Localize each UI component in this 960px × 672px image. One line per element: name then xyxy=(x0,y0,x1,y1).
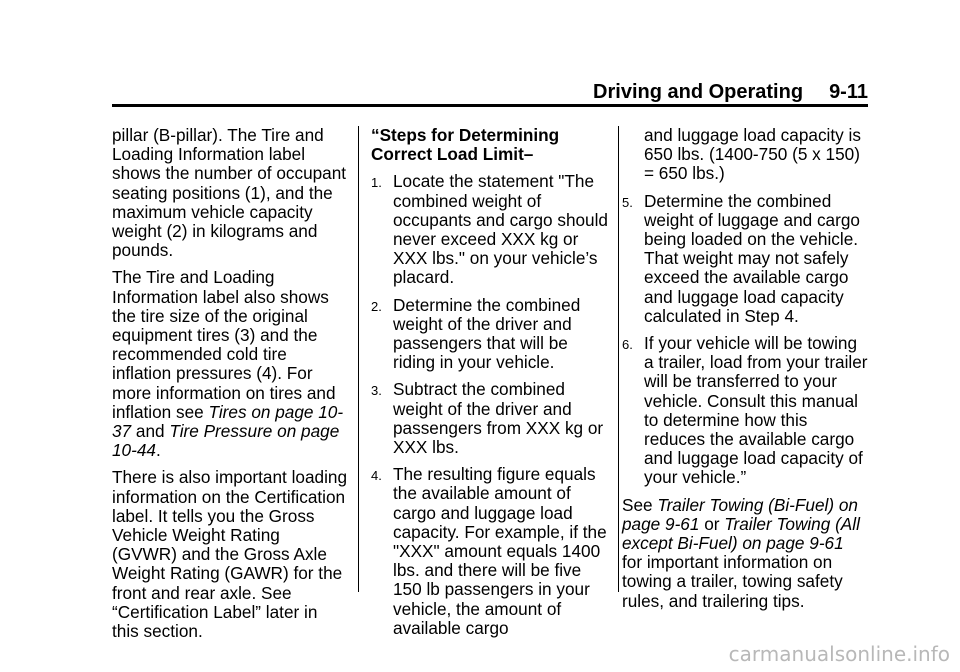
page-header xyxy=(112,80,868,104)
step-text: Determine the combined weight of the driver and passengers that will be riding in your vehicle. xyxy=(393,294,581,373)
column-2 xyxy=(371,126,611,646)
step-number: 3. xyxy=(371,383,382,399)
page-number: 9-11 xyxy=(829,81,868,103)
header-rule xyxy=(112,104,868,107)
step-item xyxy=(371,465,611,638)
period-text: . xyxy=(155,440,161,461)
step-number: 5. xyxy=(622,194,633,210)
paragraph-text: The Tire and Loading Information label also shows the tire size of the original equipment tires (3) and the recommended cold tire inflation pressures (4). For more information on tires and inflation see xyxy=(112,267,336,422)
column-1 xyxy=(112,126,348,649)
link-trailer-towing-all[interactable]: Trailer Towing (All except Bi-Fuel) on page 9-61 xyxy=(622,513,860,554)
link-trailer-towing-bifuel[interactable]: Trailer Towing (Bi-Fuel) on page 9-61 xyxy=(622,494,858,534)
step-continuation: and luggage load capacity is 650 lbs. (1400-750 (5 x 150) = 650 lbs.) xyxy=(644,125,861,184)
paragraph-tire-info xyxy=(112,268,348,460)
or-text: or xyxy=(699,513,725,534)
watermark: carmanualsonline.info xyxy=(728,642,950,666)
link-tire-pressure[interactable]: Tire Pressure on page 10-44 xyxy=(112,421,340,461)
step-number: 6. xyxy=(622,337,633,353)
step-item xyxy=(371,296,611,373)
step-item xyxy=(371,172,611,287)
step-text: Locate the statement "The combined weight of occupants and cargo should never exceed XXX kg or XXX lbs." on your vehicle’s placard. xyxy=(393,171,608,288)
step-text: Determine the combined weight of luggage and cargo being loaded on the vehicle. That weight may not safely exceed the available cargo and luggage load capacity calculated in Step 4. xyxy=(644,190,860,326)
column-divider-2 xyxy=(618,126,619,592)
column-3 xyxy=(622,126,868,619)
conjunction-text: and xyxy=(131,421,170,442)
step-item xyxy=(371,380,611,457)
section-title: Driving and Operating xyxy=(593,81,804,103)
link-tires[interactable]: Tires on page 10-37 xyxy=(112,401,344,442)
steps-heading: “Steps for Determining Correct Load Limit– xyxy=(371,125,560,165)
step-item xyxy=(622,334,868,488)
step-number: 2. xyxy=(371,298,382,314)
paragraph-label-intro: pillar (B-pillar). The Tire and Loading Information label shows the number of occupant seating positions (1), and the maximum vehicle capacity weight (2) in kilograms and pounds. xyxy=(112,125,347,261)
tail-text: for important information on towing a trailer, towing safety rules, and trailering tips. xyxy=(622,552,843,611)
step-number: 1. xyxy=(371,175,382,191)
see-text: See xyxy=(622,494,658,515)
step-text: The resulting figure equals the available amount of cargo and luggage load capacity. For example, if the "XXX" amount equals 1400 lbs. and there will be five 150 lb passengers in your vehicle, the amount of available cargo xyxy=(393,464,607,638)
step-number: 4. xyxy=(371,468,382,484)
paragraph-towing-refs xyxy=(622,496,868,611)
step-text: Subtract the combined weight of the driver and passengers from XXX kg or XXX lbs. xyxy=(393,379,604,458)
paragraph-certification: There is also important loading information on the Certification label. It tells you the Gross Vehicle Weight Rating (GVWR) and the Gross Axle Weight Rating (GAWR) for the front and rear axle. See “Certification Label” later in this section. xyxy=(112,467,348,642)
step-text: If your vehicle will be towing a trailer, load from your trailer will be transferred to your vehicle. Consult this manual to determine how this reduces the available cargo and luggage load capacity of your vehicle.” xyxy=(644,333,868,488)
column-divider-1 xyxy=(358,126,359,592)
step-item xyxy=(622,192,868,326)
